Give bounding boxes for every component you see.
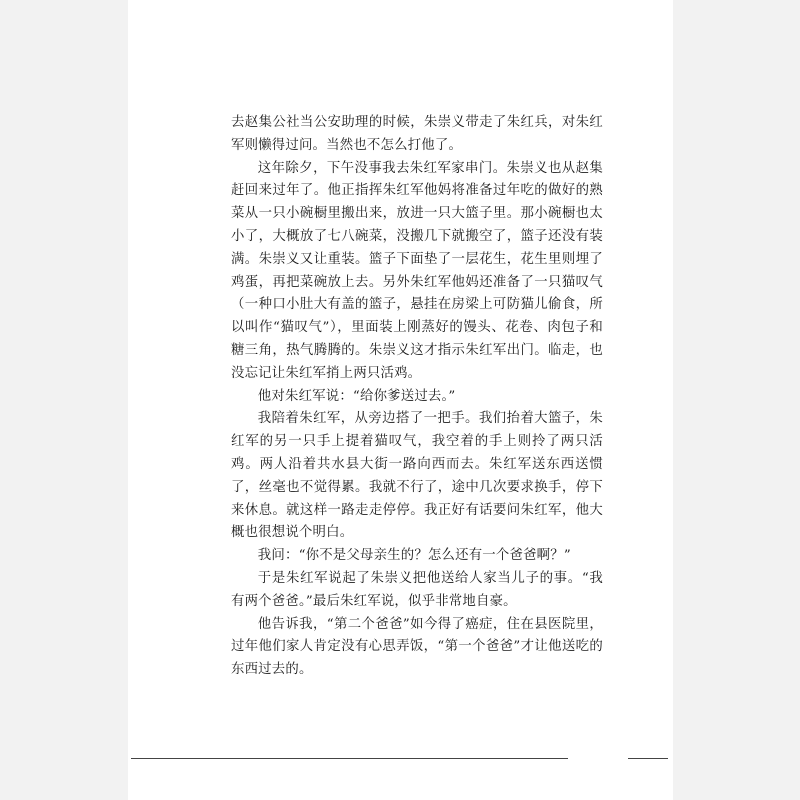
paragraph-6: 于是朱红军说起了朱崇义把他送给人家当儿子的事。“我有两个爸爸。”最后朱红军说，似乎非常地自豪。: [231, 570, 603, 609]
footer-rule-left: [131, 758, 568, 759]
footer-rule-right: [628, 758, 668, 759]
paragraph-7: 他告诉我，“第二个爸爸”如今得了癌症，住在县医院里，过年他们家人肯定没有心思弄饭，“第一个爸爸”才让他送吃的东西过去的。: [231, 616, 603, 678]
body-text: [231, 112, 603, 682]
paragraph-1: 去赵集公社当公安助理的时候，朱崇义带走了朱红兵，对朱红军则懒得过问。当然也不怎么打他了。: [231, 115, 603, 153]
book-page: [128, 0, 673, 800]
paragraph-5: 我问：“你不是父母亲生的？怎么还有一个爸爸啊？”: [257, 548, 571, 564]
paragraph-2: 这年除夕，下午没事我去朱红军家串门。朱崇义也从赵集赶回来过年了。他正指挥朱红军他妈将准备过年吃的做好的熟菜从一只小碗橱里搬出来，放进一只大篮子里。那小碗橱也太小了，大概放了七八碗菜，没搬几下就搬空了，篮子还没有装满。朱崇义又让重装。篮子下面垫了一层花生，花生里则埋了鸡蛋，再把菜碗放上去。另外朱红军他妈还准备了一只猫叹气（一种口小肚大有盖的篮子，悬挂在房梁上可防猫儿偷食，所以叫作“猫叹气”），里面装上刚蒸好的馒头、花卷、肉包子和糖三角，热气腾腾的。朱崇义这才指示朱红军出门。临走，也没忘记让朱红军捎上两只活鸡。: [231, 160, 603, 381]
paragraph-3: 他对朱红军说：“给你爹送过去。”: [257, 388, 456, 404]
paragraph-4: 我陪着朱红军，从旁边搭了一把手。我们抬着大篮子，朱红军的另一只手上提着猫叹气，我空着的手上则拎了两只活鸡。两人沿着共水县大街一路向西而去。朱红军送东西送惯了，丝毫也不觉得累。我就不行了，途中几次要求换手，停下来休息。就这样一路走走停停。我正好有话要问朱红军，他大概也很想说个明白。: [231, 411, 603, 541]
